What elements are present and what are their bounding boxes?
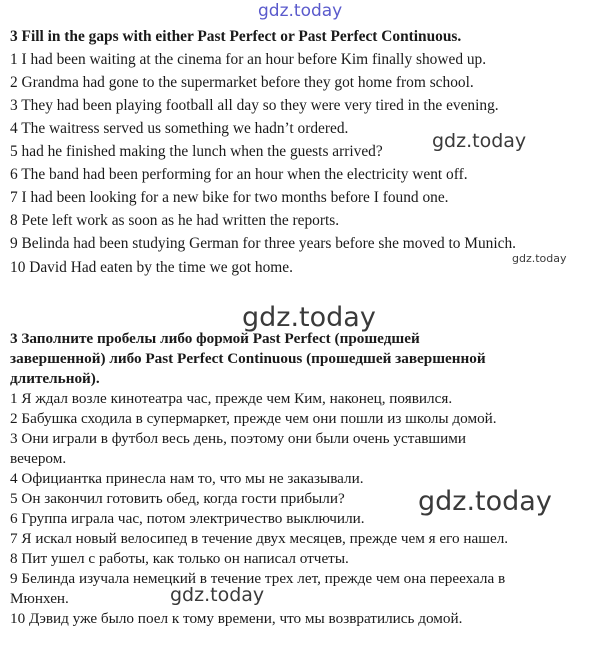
watermark-small: gdz.today bbox=[512, 252, 567, 265]
ru-line-4: 4 Официантка принесла нам то, что мы не заказывали. bbox=[10, 470, 364, 487]
en-heading: 3 Fill in the gaps with either Past Perfect or Past Perfect Continuous. bbox=[10, 28, 462, 45]
en-item-9: 9 Belinda had been studying German for three years before she moved to Munich. bbox=[10, 235, 517, 252]
en-item-3: 3 They had been playing football all day so they were very tired in the evening. bbox=[10, 97, 499, 114]
ru-line-6: 6 Группа играла час, потом электричество выключили. bbox=[10, 510, 365, 527]
ru-heading-line-2: завершенной) либо Past Perfect Continuous (прошедшей завершенной bbox=[10, 350, 486, 367]
en-item-8: 8 Pete left work as soon as he had written the reports. bbox=[10, 212, 340, 229]
watermark-right-1: gdz.today bbox=[432, 130, 527, 152]
ru-line-1: 1 Я ждал возле кинотеатра час, прежде чем Ким, наконец, появился. bbox=[10, 390, 453, 407]
watermark-bottom: gdz.today bbox=[170, 584, 265, 606]
ru-line-2: 2 Бабушка сходила в супермаркет, прежде чем они пошли из школы домой. bbox=[10, 410, 497, 427]
ru-line-3-cont: вечером. bbox=[10, 450, 67, 467]
ru-line-10: 10 Дэвид уже было поел к тому времени, что мы возвратились домой. bbox=[10, 610, 463, 627]
en-item-1: 1 I had been waiting at the cinema for an hour before Kim finally showed up. bbox=[10, 51, 487, 68]
watermark-top: gdz.today bbox=[258, 1, 343, 21]
en-item-10: 10 David Had eaten by the time we got home. bbox=[10, 259, 293, 276]
ru-heading-line-1: 3 Заполните пробелы либо формой Past Perfect (прошедшей bbox=[10, 330, 420, 347]
ru-line-8: 8 Пит ушел с работы, как только он написал отчеты. bbox=[10, 550, 349, 567]
en-item-5: 5 had he finished making the lunch when the guests arrived? bbox=[10, 143, 383, 160]
ru-line-9-cont: Мюнхен. bbox=[10, 590, 69, 607]
ru-line-7: 7 Я искал новый велосипед в течение двух месяцев, прежде чем я его нашел. bbox=[10, 530, 509, 547]
watermark-right-2: gdz.today bbox=[418, 486, 552, 517]
en-item-6: 6 The band had been performing for an hour when the electricity went off. bbox=[10, 166, 468, 183]
ru-line-5: 5 Он закончил готовить обед, когда гости прибыли? bbox=[10, 490, 345, 507]
en-item-4: 4 The waitress served us something we hadn’t ordered. bbox=[10, 120, 349, 137]
en-item-7: 7 I had been looking for a new bike for two months before I found one. bbox=[10, 189, 449, 206]
ru-line-9: 9 Белинда изучала немецкий в течение трех лет, прежде чем она переехала в bbox=[10, 570, 506, 587]
ru-heading-line-3: длительной). bbox=[10, 370, 100, 387]
ru-line-3: 3 Они играли в футбол весь день, поэтому они были очень уставшими bbox=[10, 430, 466, 447]
en-item-2: 2 Grandma had gone to the supermarket before they got home from school. bbox=[10, 74, 474, 91]
watermark-center: gdz.today bbox=[242, 302, 376, 333]
